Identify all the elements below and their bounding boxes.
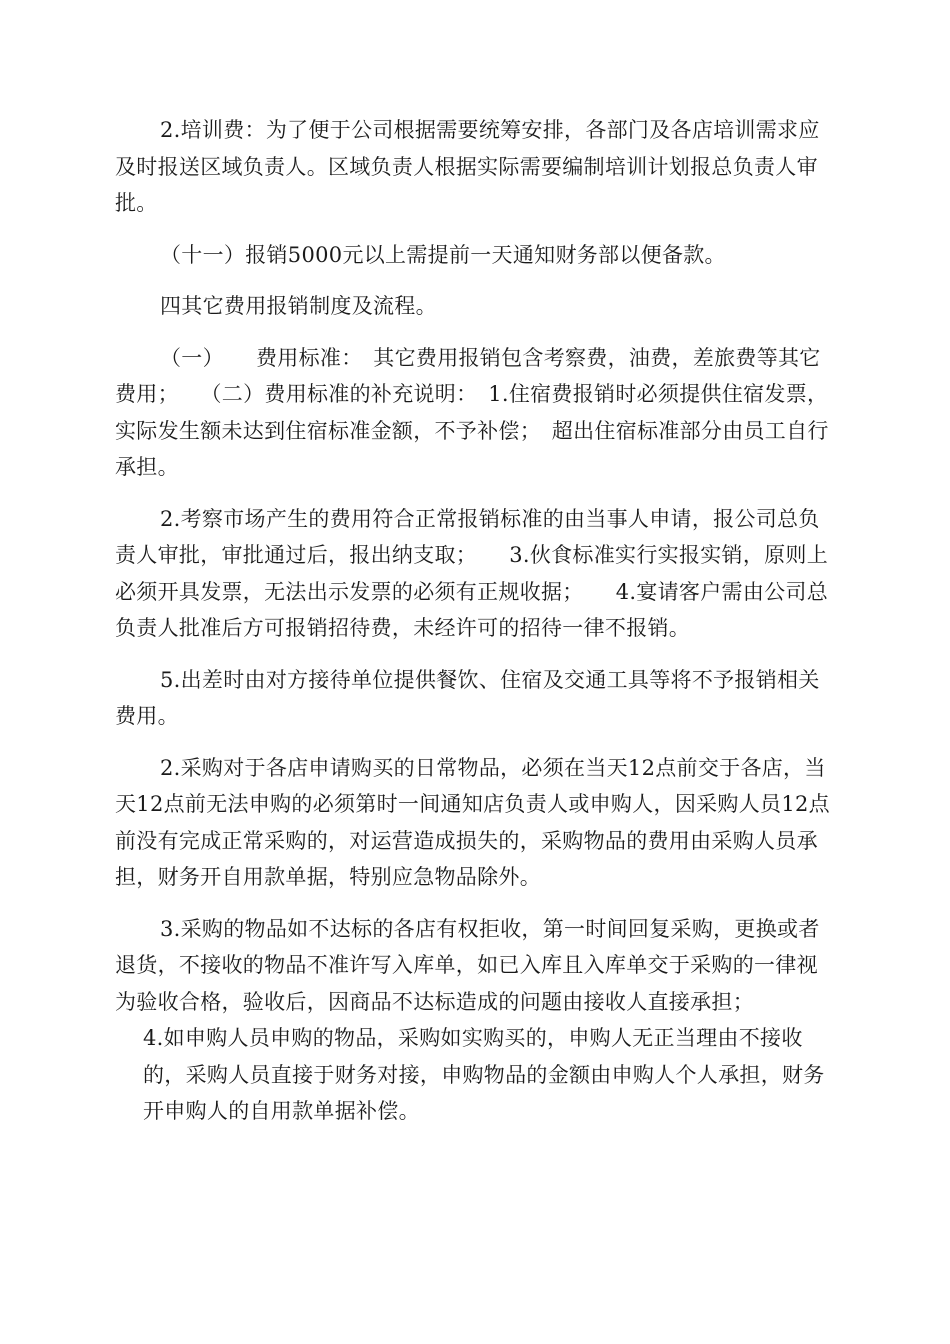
paragraph-business-trip: 5.出差时由对方接待单位提供餐饮、住宿及交通工具等将不予报销相关费用。	[115, 667, 820, 728]
paragraph-reimbursement-5000: （十一）报销5000元以上需提前一天通知财务部以便备款。	[160, 242, 726, 267]
paragraph-market-inspection: 2.考察市场产生的费用符合正常报销标准的由当事人申请，报公司总负责人审批，审批通过后，报出纳支取； 3.伙食标准实行实报实销，原则上必须开具发票，无法出示发票的必须有正规收据； 4.宴请客户需由公司总负责人批准后方可报销招待费，未经许可的招待一律不报销。	[115, 506, 829, 640]
paragraph-section-four-heading: 四其它费用报销制度及流程。	[160, 294, 437, 318]
paragraph-requisition-compensation: 4.如申购人员申购的物品，采购如实购买的，申购人无正当理由不接收的，采购人员直接于财务对接，申购物品的金额由申购人个人承担，财务开申购人的自用款单据补偿。	[143, 1026, 825, 1123]
paragraph-expense-standard: （一） 费用标准： 其它费用报销包含考察费，油费，差旅费等其它费用； （二）费用标准的补充说明： 1.住宿费报销时必须提供住宿发票，实际发生额未达到住宿标准金额，不予补偿； 超出住宿标准部分由员工自行承担。	[115, 345, 829, 479]
document-page	[115, 112, 835, 1130]
paragraph-procurement-daily: 2.采购对于各店申请购买的日常物品，必须在当天12点前交于各店，当天12点前无法申购的必须第时一间通知店负责人或申购人，因采购人员12点前没有完成正常采购的，对运营造成损失的，采购物品的费用由采购人员承担，财务开自用款单据，特别应急物品除外。	[115, 755, 830, 889]
paragraph-procurement-rejection: 3.采购的物品如不达标的各店有权拒收，第一时间回复采购，更换或者退货，不接收的物品不准许写入库单，如已入库且入库单交于采购的一律视为验收合格，验收后，因商品不达标造成的问题由接收人直接承担；	[115, 916, 820, 1014]
paragraph-training-fee: 2.培训费：为了便于公司根据需要统筹安排，各部门及各店培训需求应及时报送区域负责人。区域负责人根据实际需要编制培训计划报总负责人审批。	[115, 118, 820, 215]
